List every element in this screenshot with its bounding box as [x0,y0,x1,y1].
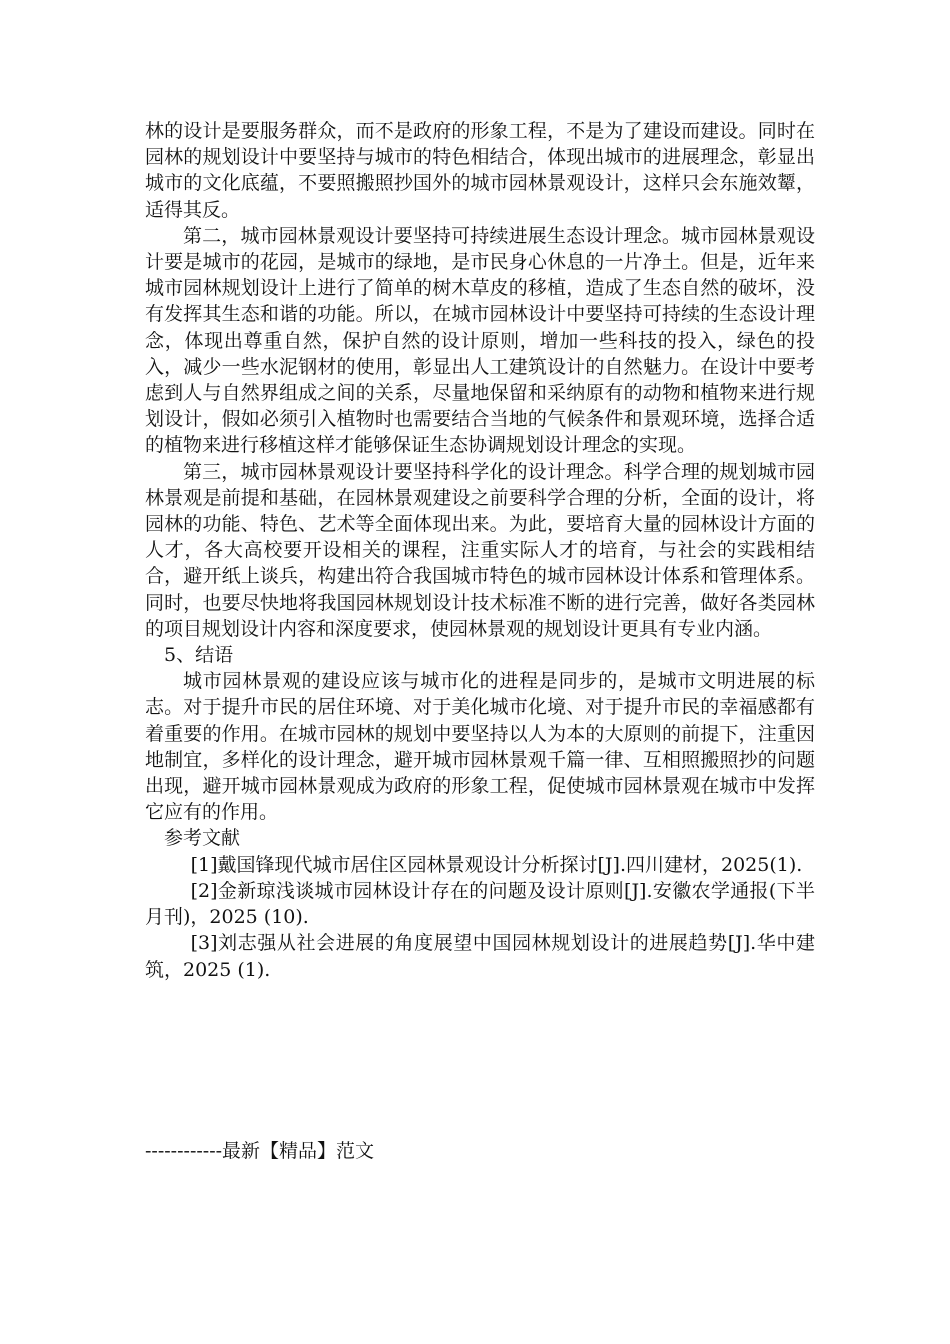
heading-references: 参考文献 [164,827,241,850]
document-body [145,118,815,983]
paragraph-second-principle: 第二，城市园林景观设计要坚持可持续进展生态设计理念。城市园林景观设计要是城市的花园，是城市的绿地，是市民身心休息的一片净土。但是，近年来城市园林规划设计上进行了简单的树木草皮的移植，造成了生态自然的破坏，没有发挥其生态和谐的功能。所以，在城市园林设计中要坚持可持续的生态设计理念，体现出尊重自然，保护自然的设计原则，增加一些科技的投入，绿色的投入，减少一些水泥钢材的使用，彰显出人工建筑设计的自然魅力。在设计中要考虑到人与自然界组成之间的关系，尽量地保留和采纳原有的动物和植物来进行规划设计，假如必须引入植物时也需要结合当地的气候条件和景观环境，选择合适的植物来进行移植这样才能够保证生态协调规划设计理念的实现。 [145,224,815,457]
reference-item-1: [1]戴国锋现代城市居住区园林景观设计分析探讨[J].四川建材，2025(1). [190,853,803,876]
paragraph-conclusion: 城市园林景观的建设应该与城市化的进程是同步的，是城市文明进展的标志。对于提升市民的居住环境、对于美化城市化境、对于提升市民的幸福感都有着重要的作用。在城市园林的规划中要坚持以人为本的大原则的前提下，注重因地制宜，多样化的设计理念，避开城市园林景观千篇一律、互相照搬照抄的问题出现，避开城市园林景观成为政府的形象工程，促使城市园林景观在城市中发挥它应有的作用。 [145,670,815,824]
heading-conclusion: 5、结语 [164,644,234,667]
footer-label: ------------最新【精品】范文 [145,1140,375,1162]
reference-item-3: [3]刘志强从社会进展的角度展望中国园林规划设计的进展趋势[J].华中建筑，2025 (1). [145,932,815,981]
reference-item-2: [2]金新琼浅谈城市园林设计存在的问题及设计原则[J].安徽农学通报(下半月刊)，2025 (10). [145,879,815,929]
paragraph-third-principle: 第三，城市园林景观设计要坚持科学化的设计理念。科学合理的规划城市园林景观是前提和基础，在园林景观建设之前要科学合理的分析，全面的设计，将园林的功能、特色、艺术等全面体现出来。为此，要培育大量的园林设计方面的人才，各大高校要开设相关的课程，注重实际人才的培育，与社会的实践相结合，避开纸上谈兵，构建出符合我国城市特色的城市园林设计体系和管理体系。同时，也要尽快地将我国园林规划设计技术标准不断的进行完善，做好各类园林的项目规划设计内容和深度要求，使园林景观的规划设计更具有专业内涵。 [145,460,815,640]
paragraph-intro-continued: 林的设计是要服务群众，而不是政府的形象工程，不是为了建设而建设。同时在园林的规划设计中要坚持与城市的特色相结合，体现出城市的进展理念，彰显出城市的文化底蕴，不要照搬照抄国外的城市园林景观设计，这样只会东施效颦，适得其反。 [145,120,815,221]
